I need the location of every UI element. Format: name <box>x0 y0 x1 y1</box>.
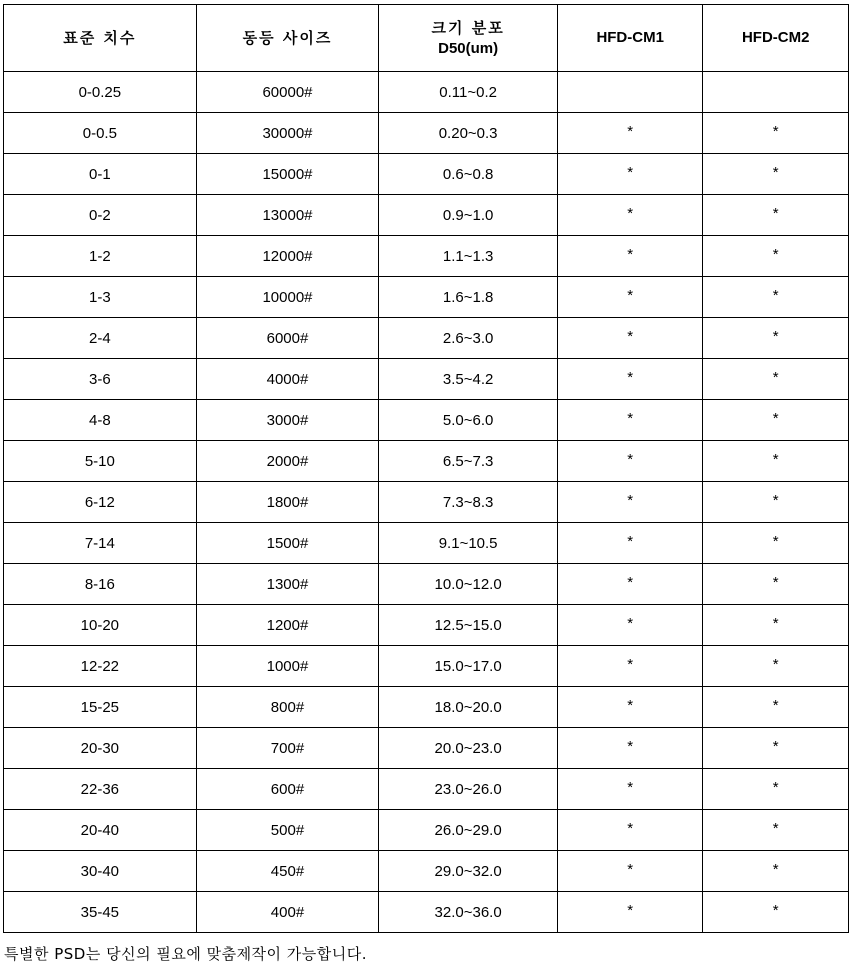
table-row <box>4 564 849 605</box>
header-hfd-cm2 <box>703 5 849 72</box>
size-distribution-cell: 26.0~29.0 <box>379 810 558 851</box>
header-hfd-cm1 <box>557 5 703 72</box>
hfd-cm1-cell: * <box>557 767 703 808</box>
size-distribution-cell: 2.6~3.0 <box>379 318 558 359</box>
standard-size-cell: 0-2 <box>4 195 197 236</box>
hfd-cm2-cell: * <box>703 603 849 644</box>
table-row <box>4 605 849 646</box>
hfd-cm2-cell: * <box>703 398 849 439</box>
table-row <box>4 113 849 154</box>
size-distribution-cell: 7.3~8.3 <box>379 482 558 523</box>
table-row <box>4 359 849 400</box>
equivalent-size-cell: 1500# <box>196 523 379 564</box>
standard-size-cell: 12-22 <box>4 646 197 687</box>
header-size-distribution-label: 크기 분포 <box>431 18 505 37</box>
table-row <box>4 236 849 277</box>
size-distribution-cell: 6.5~7.3 <box>379 441 558 482</box>
table-header <box>4 5 849 72</box>
standard-size-cell: 8-16 <box>4 564 197 605</box>
size-distribution-cell: 29.0~32.0 <box>379 851 558 892</box>
equivalent-size-cell: 6000# <box>196 318 379 359</box>
hfd-cm2-cell: * <box>703 726 849 767</box>
equivalent-size-cell: 4000# <box>196 359 379 400</box>
size-distribution-cell: 0.6~0.8 <box>379 154 558 195</box>
size-distribution-cell: 5.0~6.0 <box>379 400 558 441</box>
size-distribution-cell: 18.0~20.0 <box>379 687 558 728</box>
equivalent-size-cell: 2000# <box>196 441 379 482</box>
standard-size-cell: 1-2 <box>4 236 197 277</box>
size-distribution-cell: 0.20~0.3 <box>379 113 558 154</box>
standard-size-cell: 20-40 <box>4 810 197 851</box>
hfd-cm2-cell: * <box>703 439 849 480</box>
hfd-cm1-cell: * <box>557 603 703 644</box>
header-hfd-cm2-label: HFD-CM2 <box>741 29 810 46</box>
hfd-cm2-cell: * <box>703 644 849 685</box>
equivalent-size-cell: 60000# <box>196 72 379 113</box>
size-distribution-cell: 1.6~1.8 <box>379 277 558 318</box>
standard-size-cell: 1-3 <box>4 277 197 318</box>
table-row <box>4 318 849 359</box>
hfd-cm1-cell: * <box>557 726 703 767</box>
standard-size-cell: 10-20 <box>4 605 197 646</box>
standard-size-cell: 35-45 <box>4 892 197 933</box>
standard-size-cell: 15-25 <box>4 687 197 728</box>
standard-size-cell: 0-1 <box>4 154 197 195</box>
hfd-cm1-cell: * <box>557 562 703 603</box>
size-distribution-cell: 0.11~0.2 <box>379 72 558 113</box>
size-distribution-cell: 9.1~10.5 <box>379 523 558 564</box>
table-row <box>4 687 849 728</box>
hfd-cm1-cell: * <box>557 439 703 480</box>
equivalent-size-cell: 400# <box>196 892 379 933</box>
hfd-cm1-cell: * <box>557 808 703 849</box>
hfd-cm1-cell: * <box>557 685 703 726</box>
table-body <box>4 72 849 933</box>
standard-size-cell: 2-4 <box>4 318 197 359</box>
equivalent-size-cell: 700# <box>196 728 379 769</box>
equivalent-size-cell: 1000# <box>196 646 379 687</box>
table-row <box>4 441 849 482</box>
equivalent-size-cell: 1200# <box>196 605 379 646</box>
equivalent-size-cell: 3000# <box>196 400 379 441</box>
standard-size-cell: 20-30 <box>4 728 197 769</box>
hfd-cm2-cell: * <box>703 275 849 316</box>
hfd-cm1-cell: * <box>557 111 703 152</box>
size-distribution-cell: 23.0~26.0 <box>379 769 558 810</box>
hfd-cm2-cell: * <box>703 521 849 562</box>
equivalent-size-cell: 1300# <box>196 564 379 605</box>
hfd-cm1-cell: * <box>557 275 703 316</box>
header-row <box>4 5 849 72</box>
hfd-cm1-cell: * <box>557 234 703 275</box>
hfd-cm1-cell: * <box>557 644 703 685</box>
particle-size-table <box>3 4 849 933</box>
hfd-cm2-cell <box>703 70 849 111</box>
table-row <box>4 277 849 318</box>
hfd-cm1-cell: * <box>557 890 703 931</box>
standard-size-cell: 7-14 <box>4 523 197 564</box>
hfd-cm1-cell: * <box>557 152 703 193</box>
standard-size-cell: 3-6 <box>4 359 197 400</box>
equivalent-size-cell: 450# <box>196 851 379 892</box>
standard-size-cell: 4-8 <box>4 400 197 441</box>
hfd-cm2-cell: * <box>703 808 849 849</box>
size-distribution-cell: 3.5~4.2 <box>379 359 558 400</box>
standard-size-cell: 0-0.5 <box>4 113 197 154</box>
size-distribution-cell: 32.0~36.0 <box>379 892 558 933</box>
hfd-cm1-cell: * <box>557 480 703 521</box>
hfd-cm1-cell: * <box>557 357 703 398</box>
size-distribution-cell: 1.1~1.3 <box>379 236 558 277</box>
equivalent-size-cell: 600# <box>196 769 379 810</box>
standard-size-cell: 0-0.25 <box>4 72 197 113</box>
hfd-cm2-cell: * <box>703 193 849 234</box>
equivalent-size-cell: 30000# <box>196 113 379 154</box>
hfd-cm2-cell: * <box>703 357 849 398</box>
table-row <box>4 72 849 113</box>
hfd-cm2-cell: * <box>703 890 849 931</box>
hfd-cm2-cell: * <box>703 849 849 890</box>
hfd-cm1-cell: * <box>557 849 703 890</box>
equivalent-size-cell: 1800# <box>196 482 379 523</box>
equivalent-size-cell: 800# <box>196 687 379 728</box>
equivalent-size-cell: 500# <box>196 810 379 851</box>
standard-size-cell: 22-36 <box>4 769 197 810</box>
hfd-cm1-cell <box>557 70 703 111</box>
table-row <box>4 810 849 851</box>
table-row <box>4 728 849 769</box>
hfd-cm2-cell: * <box>703 234 849 275</box>
hfd-cm2-cell: * <box>703 111 849 152</box>
size-distribution-cell: 12.5~15.0 <box>379 605 558 646</box>
table-row <box>4 154 849 195</box>
header-size-distribution <box>379 5 558 72</box>
hfd-cm2-cell: * <box>703 152 849 193</box>
table-row <box>4 851 849 892</box>
hfd-cm1-cell: * <box>557 521 703 562</box>
table-row <box>4 400 849 441</box>
size-distribution-cell: 10.0~12.0 <box>379 564 558 605</box>
footnote: 특별한 PSD는 당신의 필요에 맞춤제작이 가능합니다. <box>4 945 368 963</box>
equivalent-size-cell: 13000# <box>196 195 379 236</box>
header-standard-size-label: 표준 치수 <box>63 28 137 47</box>
header-equivalent-size <box>196 5 379 72</box>
standard-size-cell: 30-40 <box>4 851 197 892</box>
hfd-cm1-cell: * <box>557 316 703 357</box>
table-row <box>4 769 849 810</box>
equivalent-size-cell: 10000# <box>196 277 379 318</box>
equivalent-size-cell: 15000# <box>196 154 379 195</box>
table-row <box>4 892 849 933</box>
size-distribution-cell: 0.9~1.0 <box>379 195 558 236</box>
hfd-cm1-cell: * <box>557 398 703 439</box>
hfd-cm2-cell: * <box>703 480 849 521</box>
header-hfd-cm1-label: HFD-CM1 <box>596 29 664 46</box>
table-row <box>4 195 849 236</box>
header-standard-size <box>4 5 197 72</box>
table-row <box>4 646 849 687</box>
header-equivalent-size-label: 동등 사이즈 <box>242 28 333 47</box>
size-distribution-cell: 15.0~17.0 <box>379 646 558 687</box>
hfd-cm2-cell: * <box>703 767 849 808</box>
table-row <box>4 523 849 564</box>
hfd-cm1-cell: * <box>557 193 703 234</box>
standard-size-cell: 6-12 <box>4 482 197 523</box>
hfd-cm2-cell: * <box>703 562 849 603</box>
size-distribution-cell: 20.0~23.0 <box>379 728 558 769</box>
standard-size-cell: 5-10 <box>4 441 197 482</box>
table-row <box>4 482 849 523</box>
header-size-distribution-unit: D50(um) <box>438 39 499 57</box>
hfd-cm2-cell: * <box>703 316 849 357</box>
equivalent-size-cell: 12000# <box>196 236 379 277</box>
hfd-cm2-cell: * <box>703 685 849 726</box>
